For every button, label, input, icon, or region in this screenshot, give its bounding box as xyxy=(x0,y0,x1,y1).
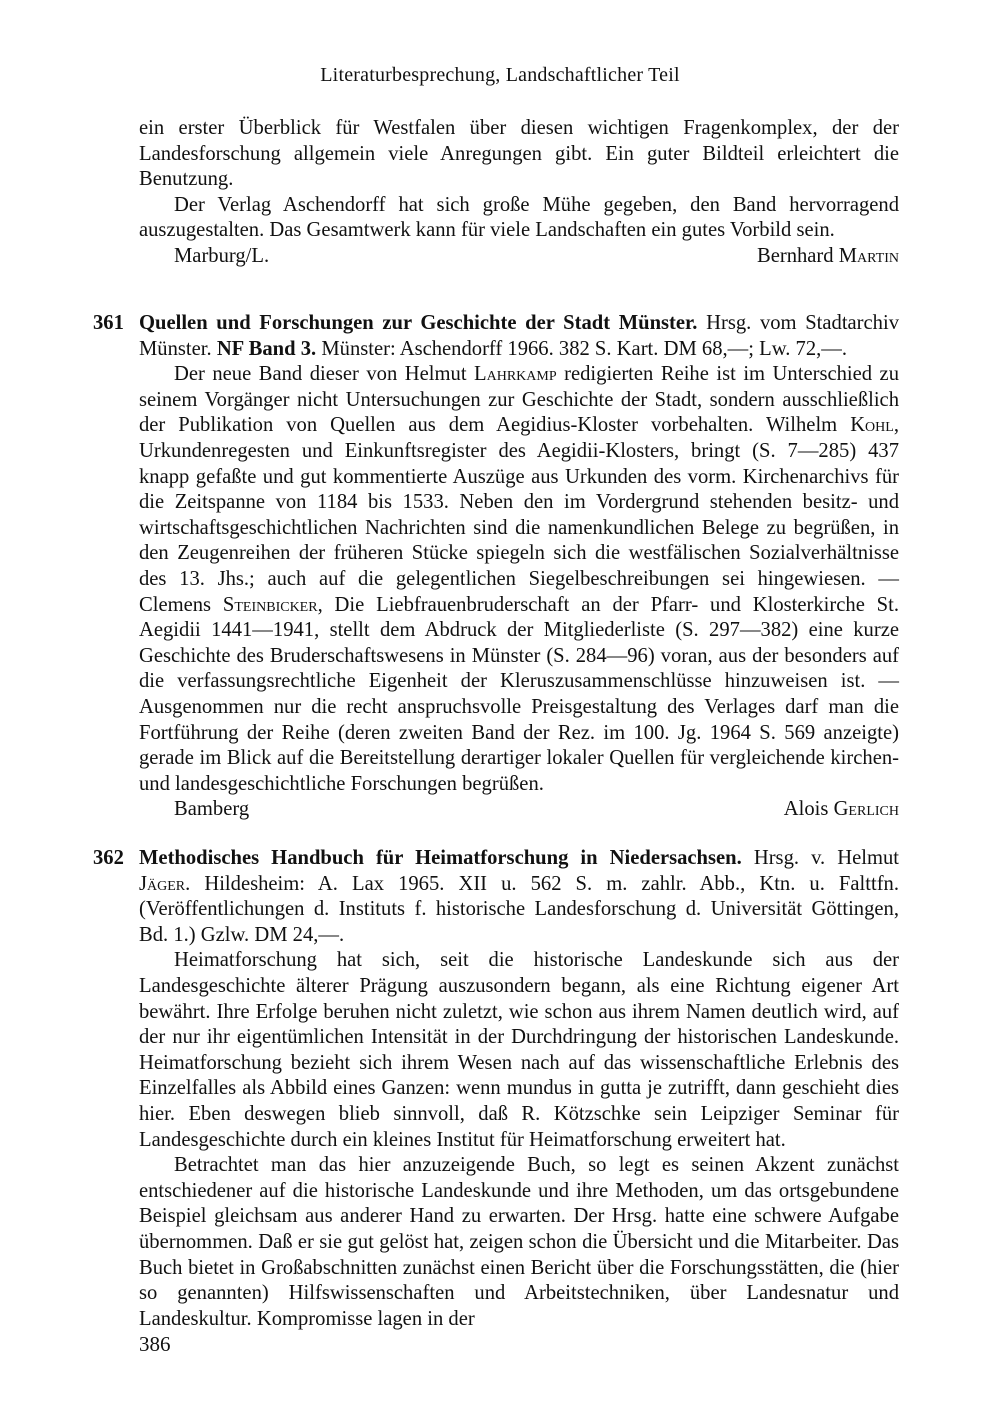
person-name: Kohl xyxy=(850,414,894,437)
person-name: Jäger xyxy=(139,872,186,895)
bibliographic-citation: Methodisches Handbuch für Heimatforschung in Niedersachsen. Hrsg. v. Helmut Jäger. Hildesheim: A. Lax 1965. XII u. 562 S. m. zahlr. Abb., Ktn. u. Falttfn. (Veröffentlichungen d. Instituts f. historische Landesforschung d. Universität Göttingen, Bd. 1.) Gzlw. DM 24,—. xyxy=(139,847,899,946)
review-paragraph: Heimatforschung hat sich, seit die historische Landeskunde sich aus der Landesgeschichte älterer Prägung auszusondern begann, als eine Richtung eigener Art bewährt. Ihre Erfolge beruhen nicht zuletzt, wie schon aus ihrem Namen deutlich wird, auf der nur ihr eigentümlichen Intensität in der Durchdringung der historischen Landeskunde. Heimatforschung bezieht sich ihrem Wesen nach auf das wissenschaftliche Erlebnis des Einzelfalles als Abbild eines Ganzen: wenn mundus in gutta je zutrifft, dann geschieht dies hier. Eben deswegen blieb sinnvoll, daß R. Kötzschke sein Leipziger Seminar für Landesgeschichte durch ein kleines Institut für Heimatforschung erweitert hat. xyxy=(139,949,899,1151)
running-head: Literaturbesprechung, Landschaftlicher Teil xyxy=(320,64,680,86)
review-paragraph: Betrachtet man das hier anzuzeigende Buch, so legt es seinen Akzent zunächst entschiedener auf die historische Landeskunde und ihre Methoden, um das ortsgebundene Beispiel gleichsam aus anderer Hand zu erwarten. Der Hrsg. hatte eine schwere Aufgabe übernommen. Daß er sie gut gelöst hat, zeigen schon die Übersicht und die Mitarbeiter. Das Buch bietet in Großabschnitten zunächst einen Bericht über die Forschungsstätten, die (hier so genannten) Hilfswissenschaften und Arbeitstechniken, über Landesnatur und Landeskultur. Kompromisse lagen in der xyxy=(139,1154,899,1330)
reviewer-place: Marburg/L. xyxy=(174,244,270,267)
reviewer-name: Alois Gerlich xyxy=(783,798,899,821)
review-paragraph: Der neue Band dieser von Helmut Lahrkamp redigierten Reihe ist im Unterschied zu seinem Vorgänger nicht Untersuchungen zur Geschichte der Stadt, sondern ausschließlich der Publikation von Quellen aus dem Aegidius-Kloster vorbehalten. Wilhelm Kohl, Urkundenregesten und Einkunftsregister des Aegidii-Klosters, bringt (S. 7—285) 437 knapp gefaßte und gut kommentierte Auszüge aus Urkunden des vorm. Kirchenarchivs für die Zeitspanne von 1184 bis 1533. Neben den im Vordergrund stehenden besitz- und wirtschaftsgeschichtlichen Nachrichten sind die namenkundlichen Belege zu begrüßen, in den Zeugenreihen der früheren Stücke spiegeln sich die westfälischen Sozialverhältnisse des 13. Jhs.; auch auf die gelegentlichen Siegelbeschreibungen sei hingewiesen. — Clemens Steinbicker, Die Liebfrauenbruderschaft an der Pfarr- und Klosterkirche St. Aegidii 1441—1941, stellt dem Abdruck der Mitgliederliste (S. 297—382) eine kurze Geschichte des Bruderschaftswesens in Münster (S. 284—96) voran, aus der besonders auf die verfassungsrechtliche Eigenheit der Kleruszusammenschlüsse hinzuweisen ist. — Ausgenommen nur die recht anspruchsvolle Preisgestaltung des Verlages darf man die Fortführung der Reihe (deren zweiten Band der Rez. im 100. Jg. 1964 S. 569 anzeigte) gerade im Blick auf die Bereitstellung derartiger lokaler Quellen für vergleichende kirchen- und landesgeschichtliche Forschungen begrüßen. xyxy=(139,363,899,795)
paragraph: ein erster Überblick für Westfalen über diesen wichtigen Fragenkomplex, der der Landesforschung allgemein viele Anregungen gibt. Ein guter Bildteil erleichtert die Benutzung. xyxy=(139,117,899,191)
reviewer-name: Bernhard Martin xyxy=(756,244,899,267)
reviewer-place: Bamberg xyxy=(174,798,250,821)
person-name: Steinbicker xyxy=(222,593,318,616)
entry-361 xyxy=(139,311,899,823)
page-number: 386 xyxy=(139,1332,171,1356)
person-name: Lahrkamp xyxy=(474,363,557,386)
entry-362 xyxy=(139,846,899,1332)
continuation-review xyxy=(139,116,899,270)
series-volume: NF Band 3. xyxy=(216,337,317,360)
paragraph: Der Verlag Aschendorff hat sich große Mühe gegeben, den Band hervorragend auszugestalten. Das Gesamtwerk kann für viele Landschaften ein gutes Vorbild sein. xyxy=(139,193,899,242)
reviewer-signature xyxy=(139,244,899,270)
bibliographic-citation: Quellen und Forschungen zur Geschichte der Stadt Münster. Hrsg. vom Stadtarchiv Münster. NF Band 3. Münster: Aschendorff 1966. 382 S. Kart. DM 68,—; Lw. 72,—. xyxy=(139,312,899,360)
book-title: Quellen und Forschungen zur Geschichte der Stadt Münster. xyxy=(139,312,698,334)
book-title: Methodisches Handbuch für Heimatforschung in Niedersachsen. xyxy=(139,847,742,869)
reviewer-signature xyxy=(139,797,899,823)
entry-number: 361 xyxy=(93,312,124,334)
entry-number: 362 xyxy=(93,847,124,869)
